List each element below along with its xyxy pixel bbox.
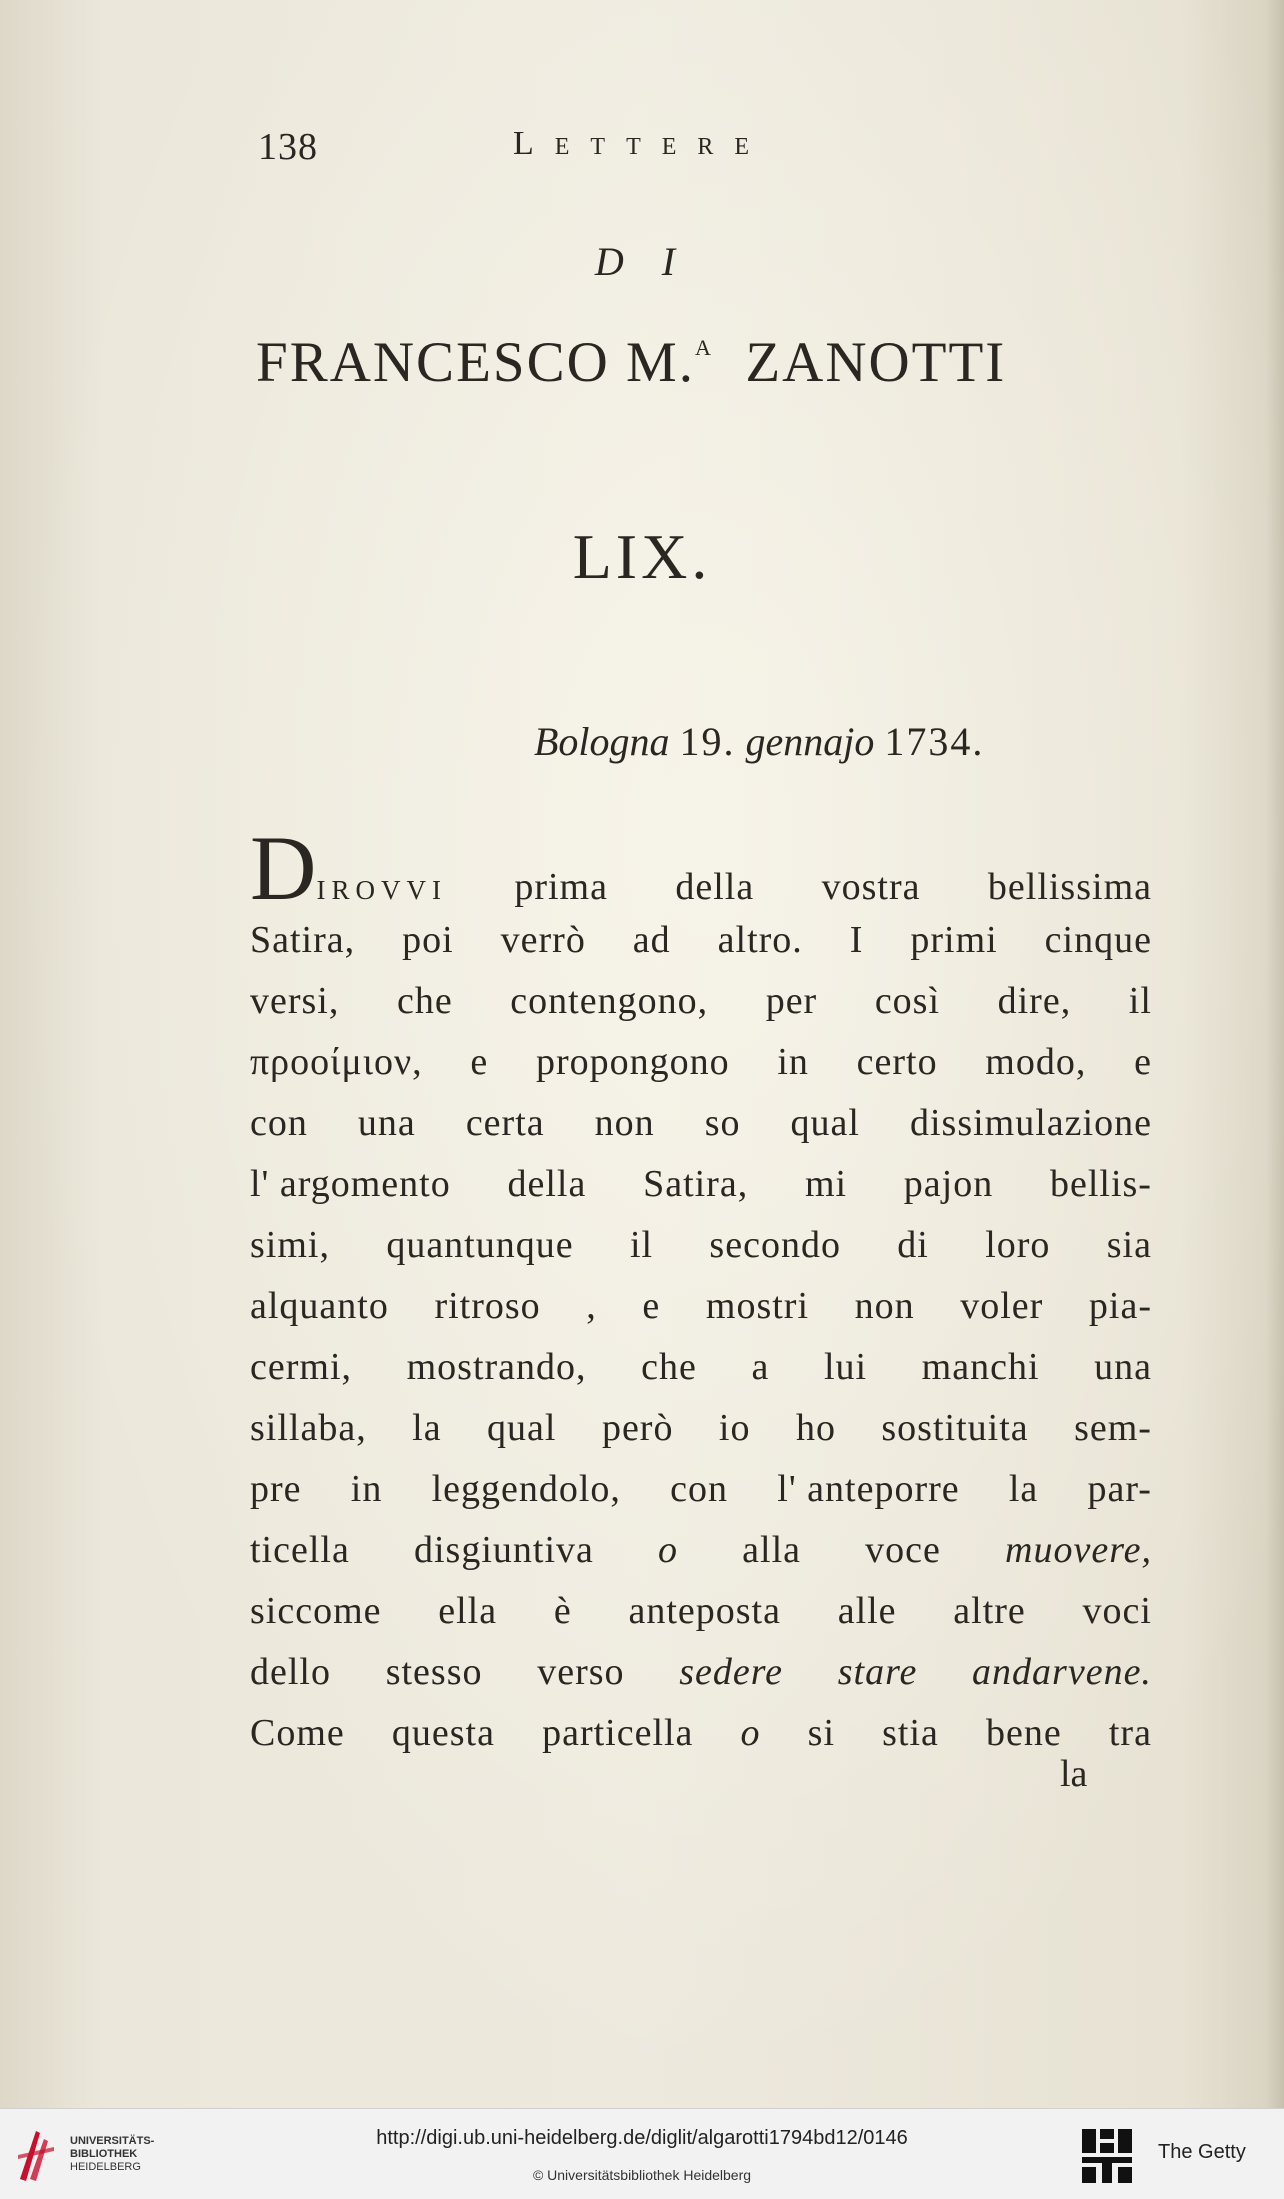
author-surname: ZANOTTI xyxy=(745,331,1007,394)
word: con xyxy=(250,1102,308,1144)
word: alquanto xyxy=(250,1285,389,1327)
text-line xyxy=(250,817,1152,919)
word: sem- xyxy=(1074,1407,1152,1449)
word: vostra xyxy=(821,866,921,908)
word: sillaba, xyxy=(250,1407,367,1449)
word: leggendolo, xyxy=(431,1468,621,1510)
word: ho xyxy=(795,1407,836,1449)
word: secondo xyxy=(709,1224,841,1266)
word: questa xyxy=(391,1712,495,1754)
word: ticella xyxy=(250,1529,350,1571)
text-line xyxy=(250,1337,1152,1398)
word: la xyxy=(1008,1468,1039,1510)
word: sostituita xyxy=(881,1407,1029,1449)
word: versi, xyxy=(250,980,340,1022)
word: il xyxy=(1128,980,1152,1022)
word: stesso xyxy=(385,1651,483,1693)
word: bellissima xyxy=(987,866,1152,908)
word: io xyxy=(718,1407,751,1449)
letter-number: LIX. xyxy=(572,521,712,592)
word: verso xyxy=(537,1651,625,1693)
dateline-place: Bologna xyxy=(534,719,670,764)
word: siccome xyxy=(250,1590,382,1632)
viewer-footer xyxy=(0,2108,1284,2199)
word: cinque xyxy=(1044,919,1152,961)
dateline-year: 1734. xyxy=(884,719,985,764)
opening-word xyxy=(250,817,447,919)
title-preposition: D I xyxy=(594,239,690,284)
word: propongono xyxy=(535,1041,730,1083)
text-line xyxy=(250,1398,1152,1459)
dateline-month: gennajo xyxy=(745,719,875,764)
drop-cap: D xyxy=(250,817,317,919)
word: particella xyxy=(542,1712,694,1754)
word: in xyxy=(350,1468,383,1510)
word: una xyxy=(1094,1346,1152,1388)
word: pia- xyxy=(1088,1285,1152,1327)
word: contengono, xyxy=(510,980,709,1022)
word: stia xyxy=(882,1712,939,1754)
word: della xyxy=(675,866,755,908)
word: simi, xyxy=(250,1224,330,1266)
word: che xyxy=(641,1346,697,1388)
word: pre xyxy=(250,1468,302,1510)
word: disgiuntiva xyxy=(413,1529,594,1571)
word: modo, xyxy=(985,1041,1087,1083)
word: per xyxy=(765,980,818,1022)
word: manchi xyxy=(921,1346,1040,1388)
text-line xyxy=(250,1154,1152,1215)
text-line xyxy=(250,1032,1152,1093)
running-title: Lettere xyxy=(513,125,771,162)
word: sia xyxy=(1106,1224,1152,1266)
running-head xyxy=(258,125,908,175)
text-line xyxy=(250,1276,1152,1337)
dateline-day: 19. xyxy=(679,719,736,764)
word: prima xyxy=(514,866,608,908)
word: dello xyxy=(250,1651,331,1693)
word: lui xyxy=(823,1346,868,1388)
word: mostrando, xyxy=(406,1346,587,1388)
word: loro xyxy=(985,1224,1051,1266)
word: Satira, xyxy=(250,919,356,961)
text-line xyxy=(250,1459,1152,1520)
text-line xyxy=(250,1642,1152,1703)
word: che xyxy=(396,980,453,1022)
greek-word: προοίμιον, xyxy=(250,1041,423,1083)
dateline xyxy=(534,718,1154,765)
word: primi xyxy=(910,919,998,961)
word: , xyxy=(586,1285,597,1327)
getty-logo[interactable] xyxy=(1080,2127,1280,2187)
italic-word: muovere, xyxy=(1005,1529,1152,1571)
word: voler xyxy=(960,1285,1044,1327)
word: bellis- xyxy=(1049,1163,1152,1205)
word: e xyxy=(642,1285,661,1327)
word: non xyxy=(594,1102,655,1144)
word: verrò xyxy=(500,919,586,961)
word: so xyxy=(704,1102,741,1144)
word: altro. xyxy=(717,919,803,961)
word: qual xyxy=(487,1407,557,1449)
word: una xyxy=(357,1102,416,1144)
italic-word: andarvene. xyxy=(972,1651,1152,1693)
word: tra xyxy=(1108,1712,1152,1754)
word: dire, xyxy=(997,980,1072,1022)
word: ritroso xyxy=(434,1285,541,1327)
word: pajon xyxy=(903,1163,994,1205)
word: non xyxy=(854,1285,915,1327)
word: di xyxy=(897,1224,929,1266)
word: così xyxy=(874,980,941,1022)
word: anteposta xyxy=(628,1590,781,1632)
word: Come xyxy=(250,1712,345,1754)
text-line xyxy=(250,910,1152,971)
ub-text-line: UNIVERSITÄTS- xyxy=(70,2135,155,2147)
word: alle xyxy=(837,1590,897,1632)
word: alla xyxy=(742,1529,802,1571)
italic-word: sedere xyxy=(679,1651,784,1693)
word: mi xyxy=(804,1163,848,1205)
italic-word: stare xyxy=(837,1651,918,1693)
word: a xyxy=(751,1346,770,1388)
word: bene xyxy=(986,1712,1062,1754)
copyright-notice: © Universitätsbibliothek Heidelberg xyxy=(532,2167,752,2183)
word: mostri xyxy=(705,1285,810,1327)
word: certo xyxy=(856,1041,938,1083)
word: certa xyxy=(465,1102,545,1144)
word: però xyxy=(601,1407,674,1449)
page-url-link[interactable]: http://digi.ub.uni-heidelberg.de/diglit/algarotti1794bd12/0146 xyxy=(376,2127,908,2149)
word: con xyxy=(670,1468,729,1510)
word: ella xyxy=(438,1590,498,1632)
text-line xyxy=(250,1520,1152,1581)
word: e xyxy=(470,1041,489,1083)
author-superscript: A xyxy=(694,335,713,360)
word: ad xyxy=(632,919,671,961)
italic-word: o xyxy=(740,1712,761,1754)
word: la xyxy=(412,1407,442,1449)
word: par- xyxy=(1087,1468,1152,1510)
word: cermi, xyxy=(250,1346,353,1388)
text-line xyxy=(250,1093,1152,1154)
author-heading xyxy=(256,330,1166,395)
word: in xyxy=(777,1041,809,1083)
word: è xyxy=(553,1590,572,1632)
word: I xyxy=(849,919,864,961)
word: dissimulazione xyxy=(909,1102,1152,1144)
getty-label: The Getty xyxy=(1158,2141,1246,2163)
text-line xyxy=(250,1215,1152,1276)
italic-word: o xyxy=(658,1529,679,1571)
word: qual xyxy=(790,1102,860,1144)
text-line xyxy=(250,1581,1152,1642)
ub-text-line: HEIDELBERG xyxy=(70,2161,141,2173)
word: il xyxy=(629,1224,654,1266)
text-line xyxy=(250,1703,1152,1764)
word: quantunque xyxy=(386,1224,574,1266)
text-line xyxy=(250,971,1152,1032)
word: voce xyxy=(865,1529,941,1571)
page-number: 138 xyxy=(258,126,318,168)
getty-icon xyxy=(1080,2127,1136,2185)
word: si xyxy=(807,1712,836,1754)
opening-smallcaps: irovvi xyxy=(316,866,447,908)
letter-body xyxy=(250,817,1152,1764)
word: e xyxy=(1134,1041,1152,1083)
word: poi xyxy=(402,919,454,961)
catchword: la xyxy=(1060,1753,1088,1795)
word: Satira, xyxy=(643,1163,749,1205)
word: l' anteporre xyxy=(777,1468,960,1510)
word: voci xyxy=(1082,1590,1152,1632)
word: della xyxy=(507,1163,587,1205)
word: l' argomento xyxy=(250,1163,451,1205)
word: altre xyxy=(953,1590,1026,1632)
ub-text-line: BIBLIOTHEK xyxy=(70,2148,138,2160)
author-name: FRANCESCO M. xyxy=(256,331,695,394)
